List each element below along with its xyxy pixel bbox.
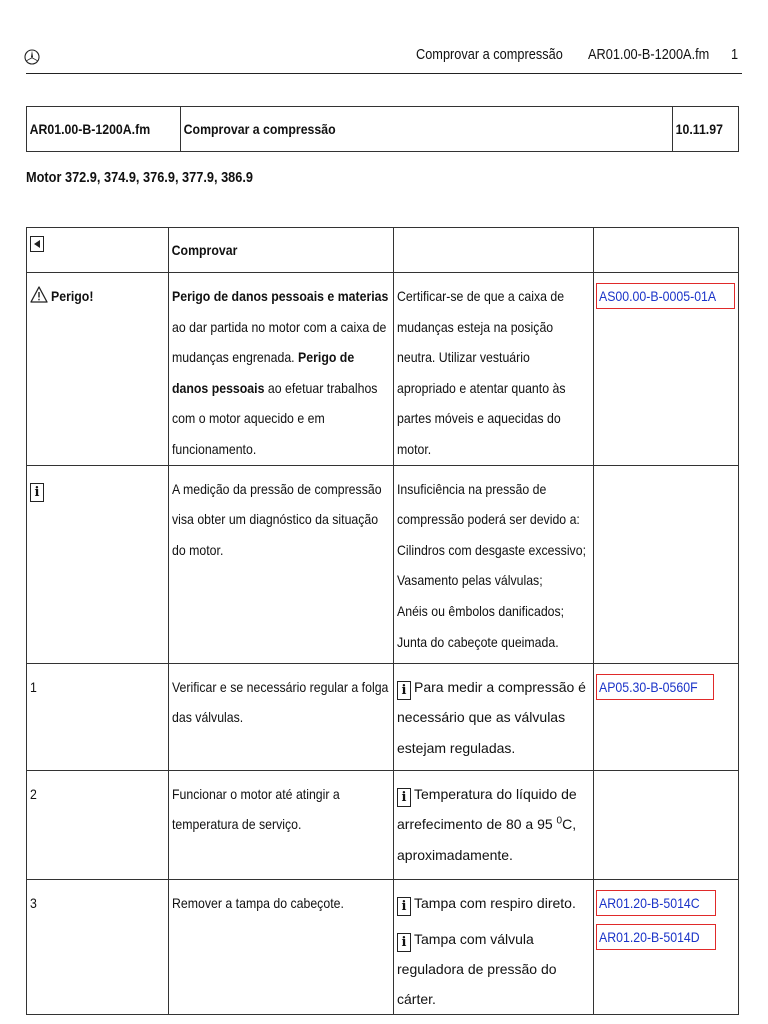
empty-cell <box>594 465 739 663</box>
reference-link-text[interactable]: AP05.30-B-0560F <box>599 678 698 695</box>
info-icon-cell <box>27 465 169 663</box>
info-note-line: Cilindros com desgaste excessivo; <box>397 541 586 558</box>
step-note-a: Tampa com respiro direto. <box>414 894 576 911</box>
info-note-line: Anéis ou êmbolos danificados; <box>397 602 565 619</box>
info-icon: i <box>397 897 411 916</box>
doc-code-cell <box>27 107 181 152</box>
step-text: Verificar e se necessário regular a folga das válvulas. <box>172 678 389 726</box>
document-info-table <box>26 106 739 152</box>
step-number: 2 <box>30 785 37 802</box>
warning-bold-2: Perigo de danos pessoais <box>172 349 355 396</box>
doc-code: AR01.00-B-1200A.fm <box>29 121 151 137</box>
step-text-cell <box>169 663 394 770</box>
step-note-b: Tampa com válvula reguladora de pressão do cárter. <box>397 930 557 1007</box>
info-note-line: Junta do cabeçote queimada. <box>397 633 559 650</box>
step-number-cell <box>27 879 169 1014</box>
header-file: AR01.00-B-1200A.fm <box>588 47 710 63</box>
warning-note: Certificar-se de que a caixa de mudanças esteja na posição neutra. Utilizar vestuário apropriado e atentar quanto às partes móveis e aquecidas do motor. <box>397 288 566 457</box>
warning-note-cell <box>394 273 594 466</box>
info-text-cell <box>169 465 394 663</box>
step-note-cell <box>394 663 594 770</box>
warning-text-2: ao efetuar trabalhos com o motor aquecido e em funcionamento. <box>172 379 378 457</box>
table-header-row <box>27 228 739 273</box>
reference-link-text[interactable]: AS00.00-B-0005-01A <box>599 288 717 304</box>
warning-row <box>27 273 739 466</box>
reference-link[interactable] <box>596 283 735 309</box>
info-row <box>27 465 739 663</box>
step-number: 3 <box>30 894 37 911</box>
reference-link[interactable] <box>596 924 716 950</box>
info-icon: i <box>397 933 411 952</box>
header-label-cell <box>169 228 394 273</box>
reference-link-text[interactable]: AR01.20-B-5014D <box>599 928 700 945</box>
info-icon: i <box>397 681 411 700</box>
step-text-cell <box>169 879 394 1014</box>
back-arrow-icon <box>30 236 44 252</box>
header-rule <box>26 73 742 74</box>
info-text: A medição da pressão de compressão visa obter um diagnóstico da situação do motor. <box>172 480 382 558</box>
reference-link[interactable] <box>596 890 716 916</box>
doc-title-cell <box>181 107 673 152</box>
reference-link-text[interactable]: AR01.20-B-5014C <box>599 894 700 911</box>
step-number-cell <box>27 770 169 879</box>
page-number: 1 <box>731 47 739 63</box>
info-note-cell <box>394 465 594 663</box>
step-note: Para medir a compressão é necessário que as válvulas estejam reguladas. <box>397 678 586 756</box>
step-row <box>27 770 739 879</box>
motor-line: Motor 372.9, 374.9, 376.9, 377.9, 386.9 <box>26 170 253 186</box>
step-ref-cell <box>594 879 739 1014</box>
info-note-line: Insuficiência na pressão de compressão poderá ser devido a: <box>397 480 580 528</box>
step-note-cell <box>394 770 594 879</box>
mercedes-star-icon <box>24 49 40 65</box>
warning-text-1: ao dar partida no motor com a caixa de mudanças engrenada. <box>172 318 387 366</box>
empty-cell <box>594 228 739 273</box>
header-title: Comprovar a compressão <box>416 47 563 63</box>
step-note-unit: C, aproximadamente. <box>397 816 577 863</box>
step-text: Funcionar o motor até atingir a temperatura de serviço. <box>172 785 340 833</box>
warning-text-cell <box>169 273 394 466</box>
info-note-line: Vasamento pelas válvulas; <box>397 572 543 589</box>
degree-superscript: 0 <box>556 815 563 827</box>
doc-date-cell <box>673 107 739 152</box>
step-row <box>27 663 739 770</box>
warning-ref-cell <box>594 273 739 466</box>
step-number-cell <box>27 663 169 770</box>
step-number: 1 <box>30 678 37 695</box>
step-note: Temperatura do líquido de arrefecimento de 80 a 95 <box>397 785 577 833</box>
doc-date: 10.11.97 <box>675 121 723 137</box>
warning-triangle-icon <box>30 286 48 303</box>
warning-bold-1: Perigo de danos pessoais e materias <box>172 288 389 304</box>
header-label: Comprovar <box>171 242 238 258</box>
warning-label-cell <box>27 273 169 466</box>
header-icon-cell <box>27 228 169 273</box>
info-icon: i <box>397 788 411 807</box>
step-row <box>27 879 739 1014</box>
step-note-cell <box>394 879 594 1014</box>
empty-cell <box>394 228 594 273</box>
procedure-table <box>26 227 739 1015</box>
empty-cell <box>594 770 739 879</box>
step-text-cell <box>169 770 394 879</box>
info-icon: i <box>30 483 44 502</box>
step-text: Remover a tampa do cabeçote. <box>172 894 344 911</box>
step-ref-cell <box>594 663 739 770</box>
warning-label: Perigo! <box>51 288 94 304</box>
page-header <box>0 0 768 74</box>
doc-title: Comprovar a compressão <box>183 121 336 137</box>
reference-link[interactable] <box>596 674 714 700</box>
